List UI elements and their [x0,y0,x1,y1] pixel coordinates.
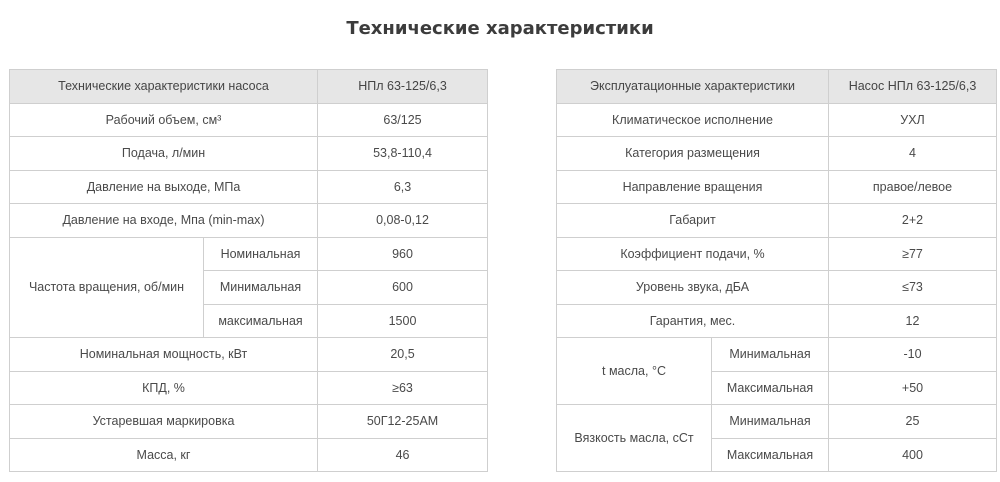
oil-temp-group-label: t масла, °С [557,338,712,405]
row-value: 25 [829,405,997,439]
row-label: Подача, л/мин [10,137,318,171]
row-value: 46 [318,438,488,472]
table-row [557,237,997,271]
row-value: 20,5 [318,338,488,372]
column-header-model: НПл 63-125/6,3 [318,70,488,104]
table-row [10,338,488,372]
sub-row-label: Максимальная [712,371,829,405]
table-row [557,405,997,439]
row-label: Масса, кг [10,438,318,472]
row-value: 600 [318,271,488,305]
row-value: 53,8-110,4 [318,137,488,171]
column-header-model: Насос НПл 63-125/6,3 [829,70,997,104]
row-value: -10 [829,338,997,372]
row-label: Давление на входе, Мпа (min-max) [10,204,318,238]
row-label: Давление на выходе, МПа [10,170,318,204]
table-row [557,204,997,238]
table-row [10,103,488,137]
row-label: Уровень звука, дБА [557,271,829,305]
table-header-row [10,70,488,104]
table-row [557,304,997,338]
row-label: Климатическое исполнение [557,103,829,137]
row-value: правое/левое [829,170,997,204]
table-row [10,204,488,238]
page-title: Технические характеристики [346,18,654,39]
row-value: УХЛ [829,103,997,137]
row-label: Гарантия, мес. [557,304,829,338]
sub-row-label: Номинальная [204,237,318,271]
sub-row-label: Минимальная [712,338,829,372]
row-value: 50Г12-25АМ [318,405,488,439]
table-row [10,170,488,204]
table-row [10,237,488,271]
table-header-row [557,70,997,104]
row-label: Устаревшая маркировка [10,405,318,439]
column-header-parameter: Технические характеристики насоса [10,70,318,104]
row-value: 2+2 [829,204,997,238]
sub-row-label: Минимальная [712,405,829,439]
pump-specs-table [9,69,488,472]
table-row [557,103,997,137]
row-label: Габарит [557,204,829,238]
row-value: 6,3 [318,170,488,204]
row-label: Номинальная мощность, кВт [10,338,318,372]
row-value: 63/125 [318,103,488,137]
row-value: 960 [318,237,488,271]
speed-group-label: Частота вращения, об/мин [10,237,204,338]
row-value: ≤73 [829,271,997,305]
table-row [557,170,997,204]
table-row [557,271,997,305]
table-row [10,438,488,472]
row-value: 400 [829,438,997,472]
table-row [10,405,488,439]
row-label: Коэффициент подачи, % [557,237,829,271]
row-value: 1500 [318,304,488,338]
sub-row-label: максимальная [204,304,318,338]
row-value: 12 [829,304,997,338]
row-value: +50 [829,371,997,405]
column-header-parameter: Эксплуатационные характеристики [557,70,829,104]
row-value: 4 [829,137,997,171]
row-value: 0,08-0,12 [318,204,488,238]
row-label: Категория размещения [557,137,829,171]
row-value: ≥77 [829,237,997,271]
sub-row-label: Минимальная [204,271,318,305]
row-label: Рабочий объем, см³ [10,103,318,137]
table-row [557,338,997,372]
table-row [10,371,488,405]
operating-specs-table [556,69,997,472]
row-label: Направление вращения [557,170,829,204]
row-label: КПД, % [10,371,318,405]
table-row [10,137,488,171]
row-value: ≥63 [318,371,488,405]
table-row [557,137,997,171]
sub-row-label: Максимальная [712,438,829,472]
oil-viscosity-group-label: Вязкость масла, сСт [557,405,712,472]
